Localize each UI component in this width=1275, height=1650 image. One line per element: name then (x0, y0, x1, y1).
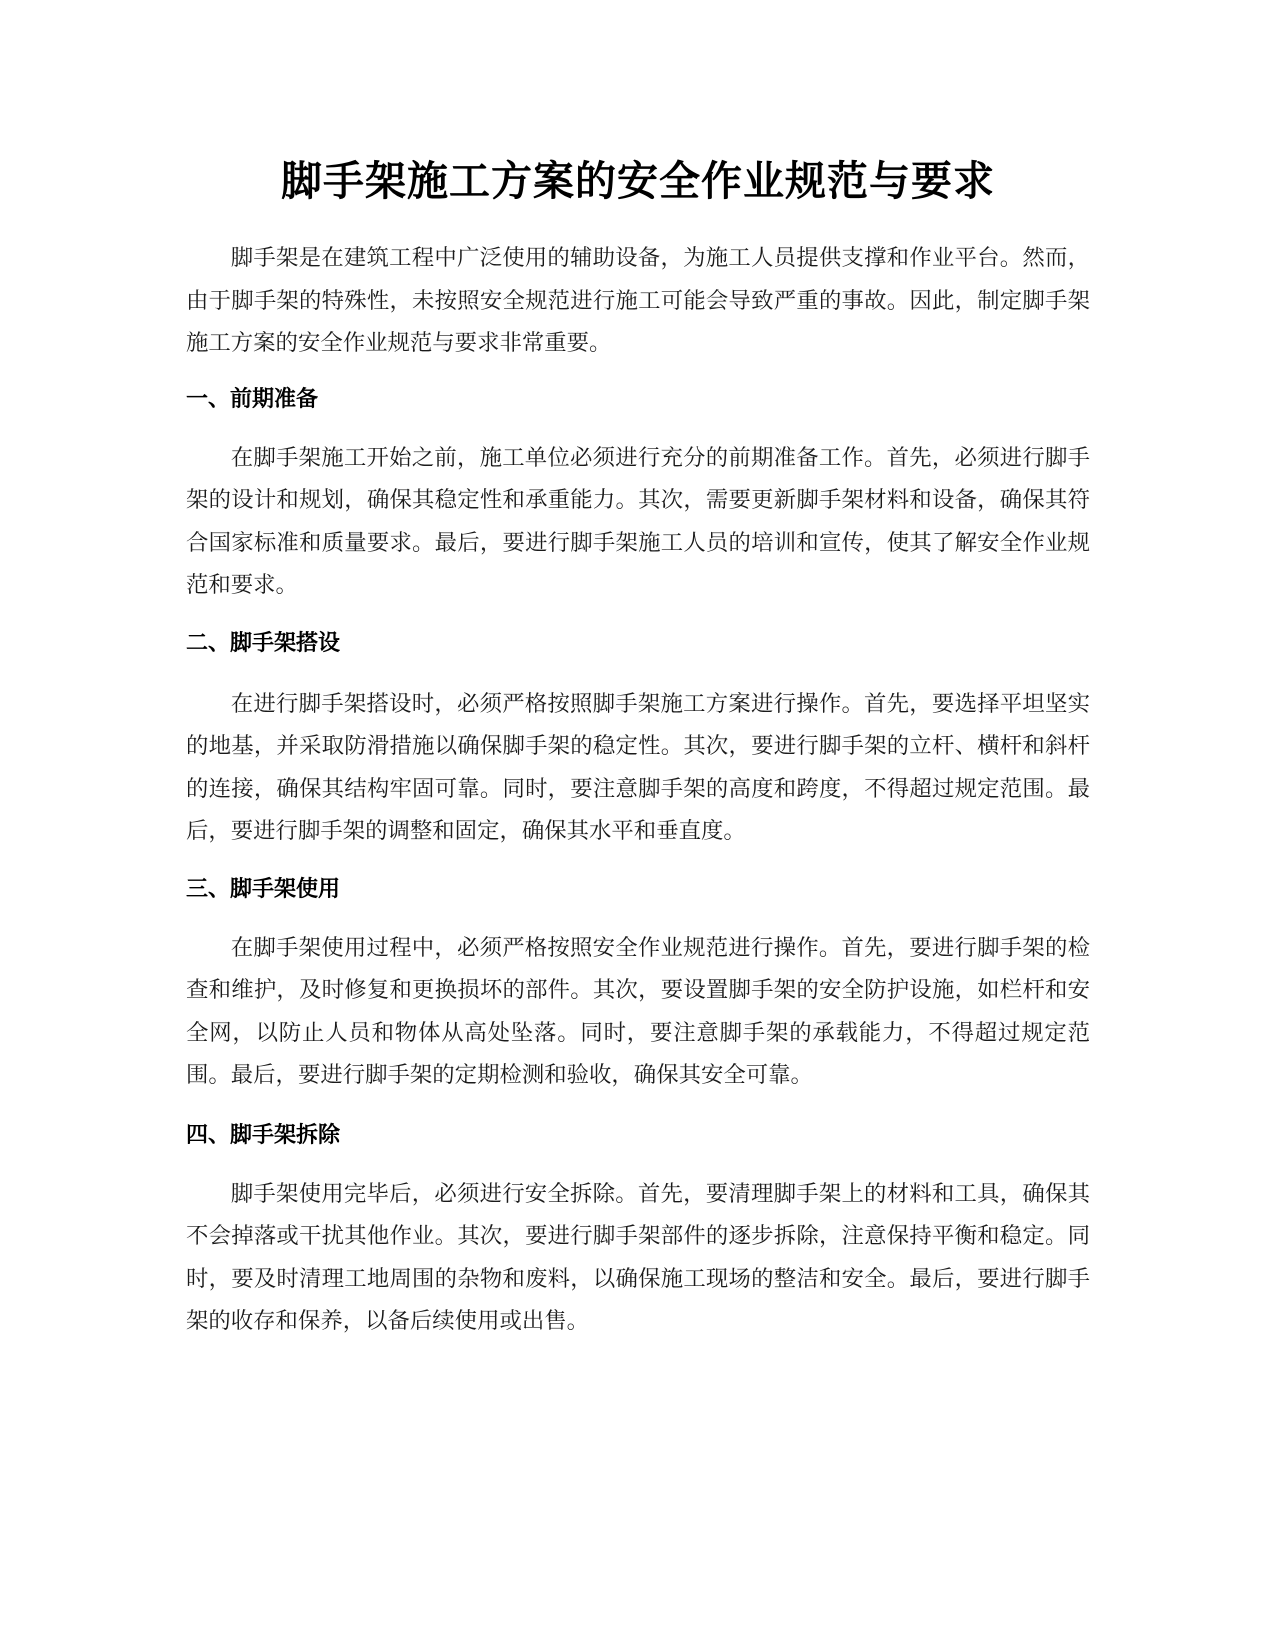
section-paragraph: 在进行脚手架搭设时，必须严格按照脚手架施工方案进行操作。首先，要选择平坦坚实的地基，并采取防滑措施以确保脚手架的稳定性。其次，要进行脚手架的立杆、横杆和斜杆的连接，确保其结构牢固可靠。同时，要注意脚手架的高度和跨度，不得超过规定范围。最后，要进行脚手架的调整和固定，确保其水平和垂直度。 (186, 690, 1090, 844)
section-erection (186, 623, 1090, 853)
section-preparation (186, 379, 1090, 607)
section-paragraph: 在脚手架施工开始之前，施工单位必须进行充分的前期准备工作。首先，必须进行脚手架的设计和规划，确保其稳定性和承重能力。其次，需要更新脚手架材料和设备，确保其符合国家标准和质量要求。最后，要进行脚手架施工人员的培训和宣传，使其了解安全作业规范和要求。 (186, 444, 1090, 598)
section-usage (186, 869, 1090, 1097)
section-dismantling (186, 1115, 1090, 1343)
section-heading: 二、脚手架搭设 (186, 630, 341, 656)
section-paragraph: 脚手架使用完毕后，必须进行安全拆除。首先，要清理脚手架上的材料和工具，确保其不会掉落或干扰其他作业。其次，要进行脚手架部件的逐步拆除，注意保持平衡和稳定。同时，要及时清理工地周围的杂物和废料，以确保施工现场的整洁和安全。最后，要进行脚手架的收存和保养，以备后续使用或出售。 (186, 1180, 1090, 1334)
document-body (186, 145, 1090, 1343)
section-heading: 四、脚手架拆除 (186, 1122, 341, 1148)
intro-paragraph: 脚手架是在建筑工程中广泛使用的辅助设备，为施工人员提供支撑和作业平台。然而，由于脚手架的特殊性，未按照安全规范进行施工可能会导致严重的事故。因此，制定脚手架施工方案的安全作业规范与要求非常重要。 (186, 245, 1090, 356)
section-heading: 一、前期准备 (186, 386, 319, 412)
section-heading: 三、脚手架使用 (186, 876, 341, 902)
section-paragraph: 在脚手架使用过程中，必须严格按照安全作业规范进行操作。首先，要进行脚手架的检查和维护，及时修复和更换损坏的部件。其次，要设置脚手架的安全防护设施，如栏杆和安全网，以防止人员和物体从高处坠落。同时，要注意脚手架的承载能力，不得超过规定范围。最后，要进行脚手架的定期检测和验收，确保其安全可靠。 (186, 934, 1090, 1088)
document-title: 脚手架施工方案的安全作业规范与要求 (281, 157, 995, 205)
